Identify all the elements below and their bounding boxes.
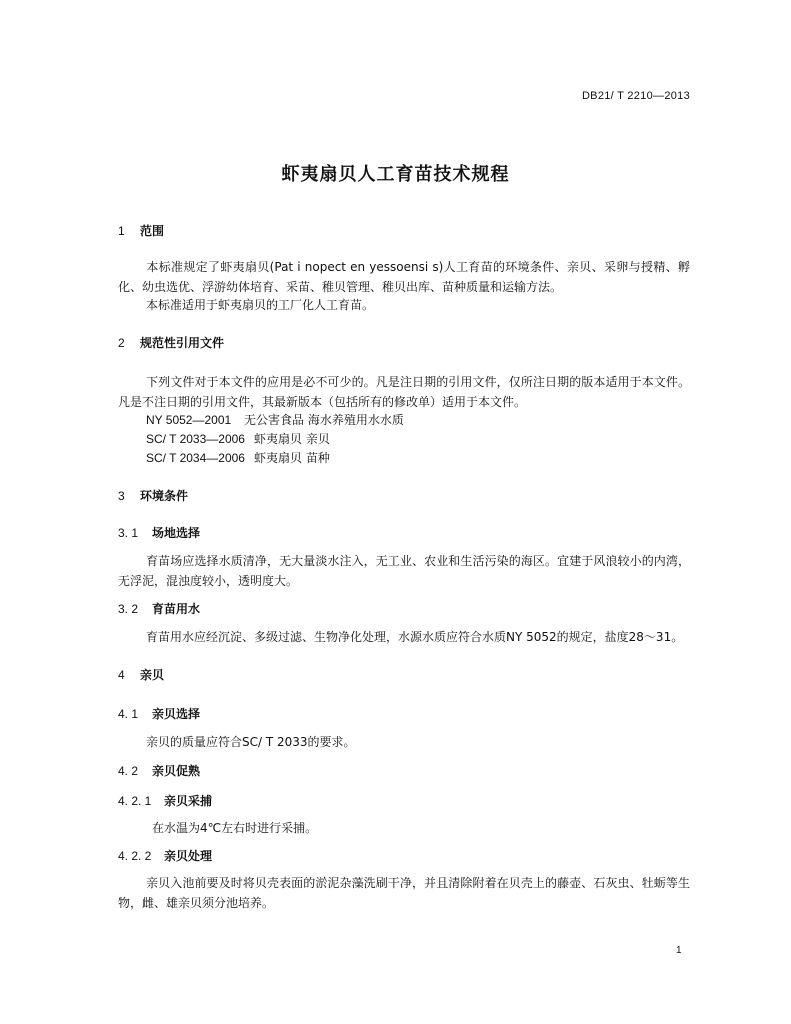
page-number: 1 — [676, 945, 682, 956]
section-1-heading — [118, 222, 164, 239]
reference-title: 虾夷扇贝 亲贝 — [254, 432, 330, 446]
section-number: 3. 1 — [118, 526, 139, 540]
section-title: 环境条件 — [140, 489, 189, 503]
section-number: 3 — [118, 489, 125, 503]
section-number: 4. 2. 1 — [118, 794, 152, 808]
section-number: 2 — [118, 336, 125, 350]
reference-item — [146, 449, 330, 466]
reference-item — [146, 430, 330, 447]
section-number: 1 — [118, 224, 125, 238]
reference-item — [146, 411, 404, 428]
section-2-heading — [118, 334, 224, 351]
reference-code: NY 5052—2001 — [146, 413, 232, 427]
section-title: 亲贝采捕 — [164, 794, 213, 808]
subsection-3-1-heading — [118, 524, 200, 541]
section-number: 3. 2 — [118, 602, 139, 616]
section-4-heading — [118, 666, 164, 683]
section-number: 4. 2 — [118, 764, 139, 778]
section-title: 场地选择 — [152, 526, 201, 540]
section-number: 4 — [118, 668, 125, 682]
section-number: 4. 2. 2 — [118, 849, 152, 863]
subsection-4-2-heading — [118, 762, 200, 779]
subsection-4-2-1-heading — [118, 792, 212, 809]
paragraph: 亲贝入池前要及时将贝壳表面的淤泥杂藻洗刷干净，并且清除附着在贝壳上的藤壶、石灰虫、牡蛎等生物，雌、雄亲贝须分池培养。 — [118, 876, 690, 910]
paragraph: 本标准规定了虾夷扇贝(Pat i nopect en yessoensi s)人工育苗的环境条件、亲贝、采卵与授精、孵化、幼虫选优、浮游幼体培育、采苗、稚贝管理、稚贝出库、苗种质量和运输方法。 — [118, 260, 690, 294]
section-title: 亲贝促熟 — [152, 764, 201, 778]
subsection-4-2-2-heading — [118, 847, 212, 864]
reference-title: 虾夷扇贝 苗种 — [254, 451, 330, 465]
section-number: 4. 1 — [118, 707, 139, 721]
section-title: 育苗用水 — [152, 602, 201, 616]
paragraph: 育苗场应选择水质清净，无大量淡水注入，无工业、农业和生活污染的海区。宜建于风浪较小的内湾，无浮泥，混浊度较小，透明度大。 — [118, 554, 690, 588]
paragraph: 本标准适用于虾夷扇贝的工厂化人工育苗。 — [146, 298, 375, 312]
section-title: 规范性引用文件 — [140, 336, 225, 350]
paragraph: 下列文件对于本文件的应用是必不可少的。凡是注日期的引用文件，仅所注日期的版本适用于本文件。凡是不注日期的引用文件，其最新版本（包括所有的修改单）适用于本文件。 — [118, 375, 690, 409]
standard-number: DB21/ T 2210—2013 — [581, 90, 690, 102]
section-title: 亲贝处理 — [164, 849, 213, 863]
reference-title: 无公害食品 海水养殖用水水质 — [244, 413, 404, 427]
reference-code: SC/ T 2033—2006 — [146, 432, 245, 446]
document-title: 虾夷扇贝人工育苗技术规程 — [281, 164, 510, 185]
paragraph: 育苗用水应经沉淀、多级过滤、生物净化处理，水源水质应符合水质NY 5052的规定，盐度28～31。 — [146, 630, 684, 644]
section-title: 范围 — [140, 224, 165, 238]
paragraph: 在水温为4℃左右时进行采捕。 — [152, 821, 318, 835]
reference-code: SC/ T 2034—2006 — [146, 451, 245, 465]
section-title: 亲贝 — [140, 668, 165, 682]
section-title: 亲贝选择 — [152, 707, 201, 721]
paragraph: 亲贝的质量应符合SC/ T 2033的要求。 — [146, 735, 356, 749]
section-3-heading — [118, 487, 188, 504]
subsection-3-2-heading — [118, 600, 200, 617]
subsection-4-1-heading — [118, 705, 200, 722]
